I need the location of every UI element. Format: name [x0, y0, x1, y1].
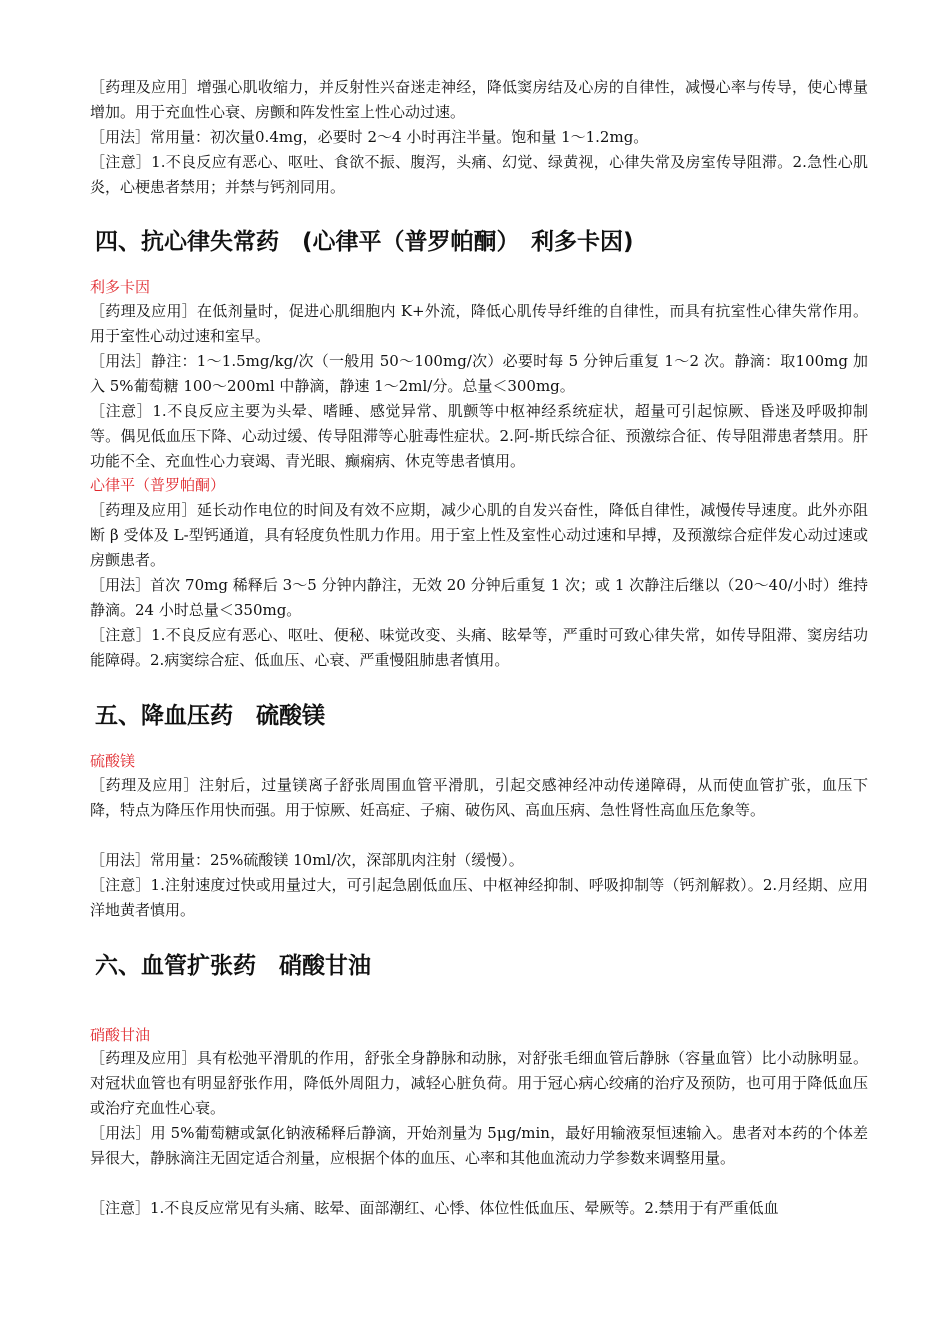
propafenone-note: ［注意］1.不良反应有恶心、呕吐、便秘、味觉改变、头痛、眩晕等，严重时可致心律失常，如传导阻滞、窦房结功能障碍。2.病窦综合症、低血压、心衰、严重慢阻肺患者慎用。	[90, 626, 868, 669]
propafenone-usage: ［用法］首次 70mg 稀释后 3～5 分钟内静注，无效 20 分钟后重复 1 次；或 1 次静注后继以（20～40/小时）维持静滴。24 小时总量＜350mg。	[90, 576, 868, 619]
lidocaine-pharm: ［药理及应用］在低剂量时，促进心肌细胞内 K+外流，降低心肌传导纤维的自律性，而具有抗室性心律失常作用。用于室性心动过速和室早。	[90, 302, 868, 345]
intro-pharm: ［药理及应用］增强心肌收缩力，并反射性兴奋迷走神经，降低窦房结及心房的自律性，减慢心率与传导，使心博量增加。用于充血性心衰、房颤和阵发性室上性心动过速。	[90, 78, 868, 121]
drug-name-magnesium-sulfate: 硫酸镁	[90, 752, 136, 770]
magnesium-note: ［注意］1.注射速度过快或用量过大，可引起急剧低血压、中枢神经抑制、呼吸抑制等（钙剂解救）。2.月经期、应用洋地黄者慎用。	[90, 876, 868, 919]
intro-note: ［注意］1.不良反应有恶心、呕吐、食欲不振、腹泻，头痛、幻觉、绿黄视，心律失常及房室传导阻滞。2.急性心肌炎，心梗患者禁用；并禁与钙剂同用。	[90, 153, 868, 196]
drug-name-nitroglycerin: 硝酸甘油	[90, 1026, 151, 1044]
section5-heading: 五、降血压药 硫酸镁	[95, 703, 325, 729]
drug-name-lidocaine: 利多卡因	[90, 278, 151, 296]
nitroglycerin-usage: ［用法］用 5%葡萄糖或氯化钠液稀释后静滴，开始剂量为 5μg/min，最好用输液泵恒速输入。患者对本药的个体差异很大，静脉滴注无固定适合剂量，应根据个体的血压、心率和其他血流动力学参数来调整用量。	[90, 1124, 868, 1167]
magnesium-pharm: ［药理及应用］注射后，过量镁离子舒张周围血管平滑肌，引起交感神经冲动传递障碍，从而使血管扩张，血压下降，特点为降压作用快而强。用于惊厥、妊高症、子痫、破伤风、高血压病、急性肾性高血压危象等。	[90, 776, 868, 819]
nitroglycerin-note: ［注意］1.不良反应常见有头痛、眩晕、面部潮红、心悸、体位性低血压、晕厥等。2.禁用于有严重低血	[90, 1199, 779, 1217]
intro-usage: ［用法］常用量：初次量0.4mg，必要时 2～4 小时再注半量。饱和量 1～1.2mg。	[90, 128, 649, 146]
nitroglycerin-pharm: ［药理及应用］具有松弛平滑肌的作用，舒张全身静脉和动脉，对舒张毛细血管后静脉（容量血管）比小动脉明显。对冠状血管也有明显舒张作用，降低外周阻力，减轻心脏负荷。用于冠心病心绞痛的治疗及预防，也可用于降低血压或治疗充血性心衰。	[90, 1049, 868, 1117]
section4-heading: 四、抗心律失常药 (心律平（普罗帕酮） 利多卡因)	[95, 229, 634, 255]
lidocaine-usage: ［用法］静注：1～1.5mg/kg/次（一般用 50～100mg/次）必要时每 5 分钟后重复 1～2 次。静滴：取100mg 加入 5%葡萄糖 100～200ml 中静滴，静速 1～2ml/分。总量＜300mg。	[90, 352, 868, 395]
drug-name-propafenone: 心律平（普罗帕酮）	[90, 476, 226, 494]
section6-heading: 六、血管扩张药 硝酸甘油	[95, 953, 371, 979]
lidocaine-note: ［注意］1.不良反应主要为头晕、嗜睡、感觉异常、肌颤等中枢神经系统症状，超量可引起惊厥、昏迷及呼吸抑制等。偶见低血压下降、心动过缓、传导阻滞等心脏毒性症状。2.阿-斯氏综合征、预激综合征、传导阻滞患者禁用。肝功能不全、充血性心力衰竭、青光眼、癫痫病、休克等患者慎用。	[90, 402, 868, 470]
magnesium-usage: ［用法］常用量：25%硫酸镁 10ml/次，深部肌肉注射（缓慢）。	[90, 851, 524, 869]
propafenone-pharm: ［药理及应用］延长动作电位的时间及有效不应期，减少心肌的自发兴奋性，降低自律性，减慢传导速度。此外亦阻断 β 受体及 L-型钙通道，具有轻度负性肌力作用。用于室上性及室性心动过速和早搏，及预激综合症伴发心动过速或房颤患者。	[90, 501, 868, 569]
